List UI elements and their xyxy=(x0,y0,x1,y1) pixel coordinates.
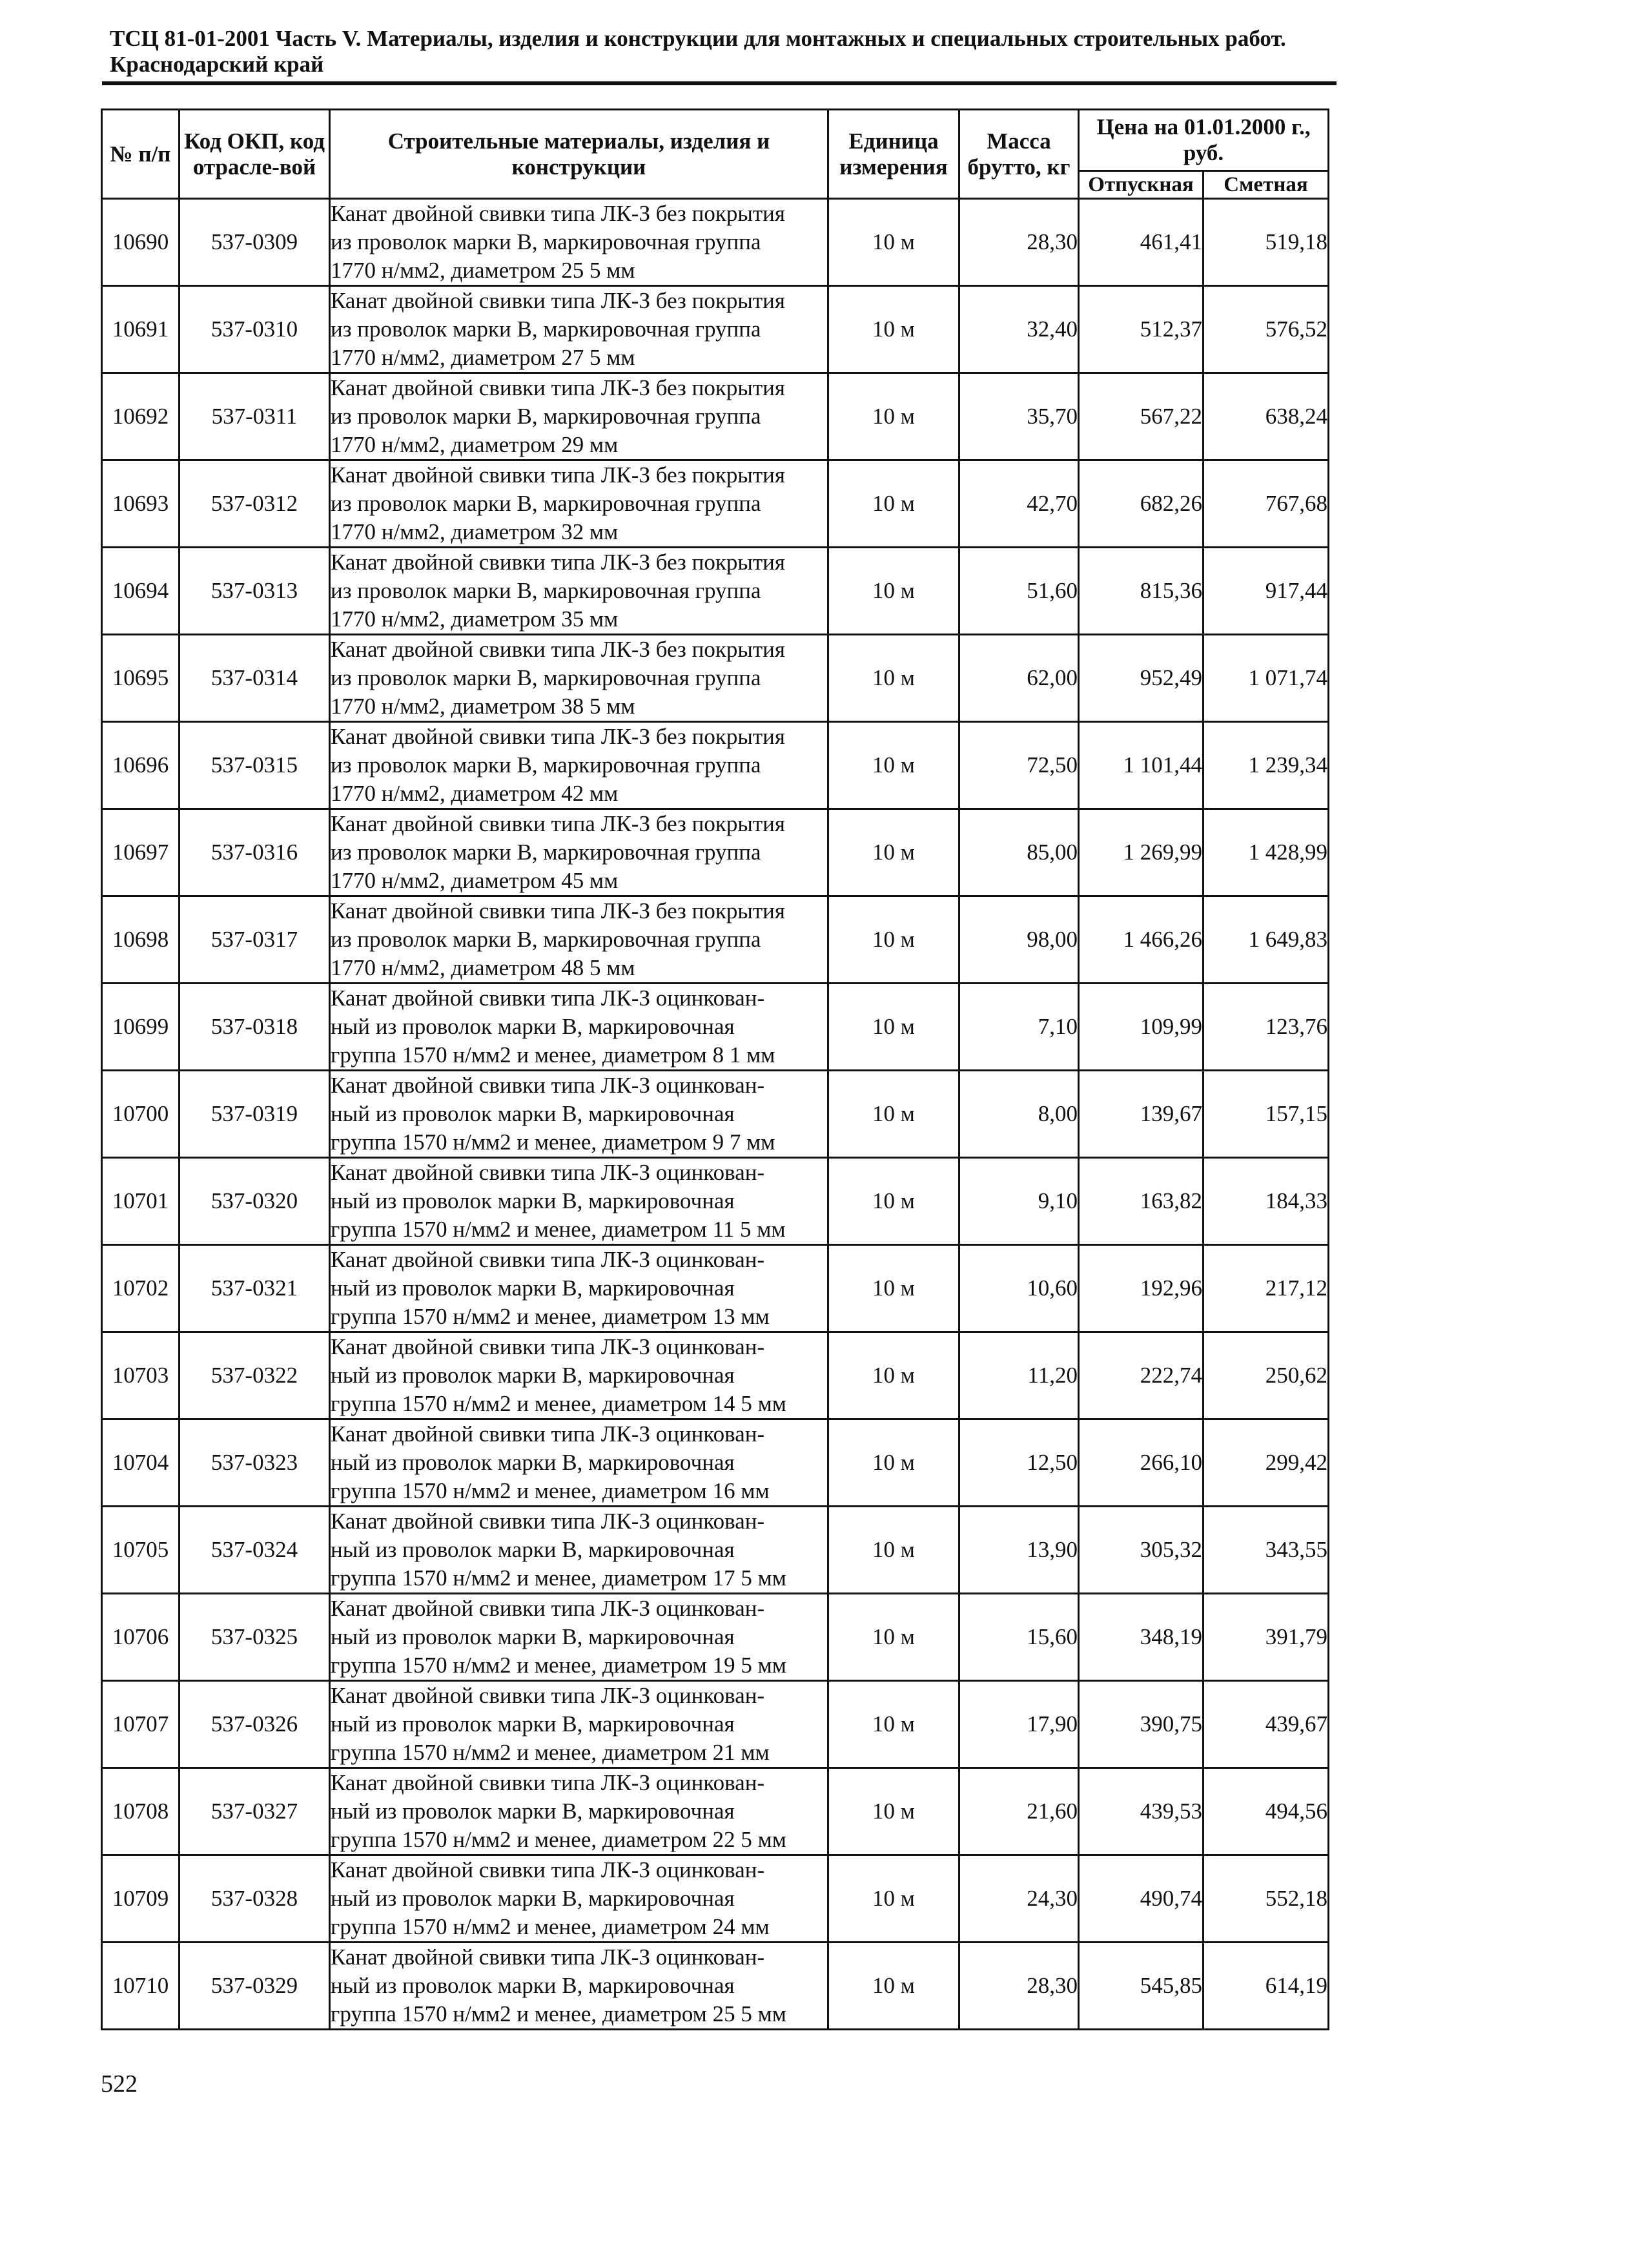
cell-unit: 10 м xyxy=(828,1419,959,1507)
cell-price-release: 348,19 xyxy=(1079,1594,1203,1681)
description-line: ный из проволок марки В, маркировочная xyxy=(331,1188,735,1213)
description-line: Канат двойной свивки типа ЛК-З оцинкован- xyxy=(331,1770,765,1795)
cell-mass: 21,60 xyxy=(959,1768,1079,1855)
cell-code: 537-0312 xyxy=(179,460,330,548)
table-row xyxy=(102,1245,1329,1332)
cell-code: 537-0328 xyxy=(179,1855,330,1943)
description-line: из проволок марки В, маркировочная группа xyxy=(331,316,761,342)
column-header-num: № п/п xyxy=(102,110,179,199)
description-line: Канат двойной свивки типа ЛК-З без покрытия xyxy=(331,288,785,313)
cell-unit: 10 м xyxy=(828,1681,959,1768)
table-row xyxy=(102,548,1329,635)
cell-description xyxy=(330,548,828,635)
cell-unit: 10 м xyxy=(828,286,959,373)
cell-price-release: 567,22 xyxy=(1079,373,1203,460)
cell-mass: 15,60 xyxy=(959,1594,1079,1681)
cell-description xyxy=(330,984,828,1071)
cell-mass: 13,90 xyxy=(959,1507,1079,1594)
cell-description xyxy=(330,1681,828,1768)
cell-price-release: 952,49 xyxy=(1079,635,1203,722)
description-line: группа 1570 н/мм2 и менее, диаметром 22 5 мм xyxy=(331,1827,786,1852)
cell-price-estimate: 343,55 xyxy=(1203,1507,1329,1594)
cell-mass: 72,50 xyxy=(959,722,1079,809)
cell-price-estimate: 299,42 xyxy=(1203,1419,1329,1507)
description-line: группа 1570 н/мм2 и менее, диаметром 9 7 мм xyxy=(331,1129,775,1155)
description-line: из проволок марки В, маркировочная группа xyxy=(331,578,761,603)
cell-price-release: 512,37 xyxy=(1079,286,1203,373)
cell-price-estimate: 184,33 xyxy=(1203,1158,1329,1245)
cell-unit: 10 м xyxy=(828,460,959,548)
cell-price-estimate: 439,67 xyxy=(1203,1681,1329,1768)
cell-num: 10695 xyxy=(102,635,179,722)
cell-description xyxy=(330,1245,828,1332)
cell-price-release: 1 101,44 xyxy=(1079,722,1203,809)
table-header xyxy=(102,110,1329,199)
description-line: Канат двойной свивки типа ЛК-З без покрытия xyxy=(331,811,785,836)
cell-mass: 98,00 xyxy=(959,896,1079,984)
description-line: из проволок марки В, маркировочная группа xyxy=(331,404,761,429)
cell-num: 10696 xyxy=(102,722,179,809)
cell-code: 537-0326 xyxy=(179,1681,330,1768)
description-line: группа 1570 н/мм2 и менее, диаметром 16 мм xyxy=(331,1478,770,1503)
description-line: 1770 н/мм2, диаметром 27 5 мм xyxy=(331,345,635,370)
description-line: ный из проволок марки В, маркировочная xyxy=(331,1101,735,1126)
cell-mass: 51,60 xyxy=(959,548,1079,635)
cell-code: 537-0325 xyxy=(179,1594,330,1681)
column-header-code: Код ОКП, код отрасле-вой xyxy=(179,110,330,199)
cell-mass: 8,00 xyxy=(959,1071,1079,1158)
cell-code: 537-0318 xyxy=(179,984,330,1071)
description-line: Канат двойной свивки типа ЛК-З оцинкован- xyxy=(331,1247,765,1272)
description-line: Канат двойной свивки типа ЛК-З оцинкован- xyxy=(331,1857,765,1882)
description-line: 1770 н/мм2, диаметром 32 мм xyxy=(331,519,619,544)
description-line: ный из проволок марки В, маркировочная xyxy=(331,1973,735,1998)
cell-price-release: 109,99 xyxy=(1079,984,1203,1071)
cell-price-estimate: 519,18 xyxy=(1203,199,1329,286)
cell-unit: 10 м xyxy=(828,1594,959,1681)
cell-unit: 10 м xyxy=(828,1071,959,1158)
table-row xyxy=(102,1158,1329,1245)
cell-code: 537-0324 xyxy=(179,1507,330,1594)
column-header-mass: Масса брутто, кг xyxy=(959,110,1079,199)
cell-num: 10690 xyxy=(102,199,179,286)
cell-num: 10699 xyxy=(102,984,179,1071)
description-line: ный из проволок марки В, маркировочная xyxy=(331,1711,735,1737)
cell-num: 10693 xyxy=(102,460,179,548)
description-line: из проволок марки В, маркировочная группа xyxy=(331,229,761,254)
cell-num: 10694 xyxy=(102,548,179,635)
cell-price-release: 461,41 xyxy=(1079,199,1203,286)
description-line: группа 1570 н/мм2 и менее, диаметром 17 5 мм xyxy=(331,1565,786,1591)
cell-description xyxy=(330,1855,828,1943)
description-line: из проволок марки В, маркировочная группа xyxy=(331,840,761,865)
cell-price-release: 305,32 xyxy=(1079,1507,1203,1594)
cell-description xyxy=(330,809,828,896)
description-line: ный из проволок марки В, маркировочная xyxy=(331,1363,735,1388)
cell-description xyxy=(330,1419,828,1507)
cell-mass: 28,30 xyxy=(959,1943,1079,2030)
cell-mass: 7,10 xyxy=(959,984,1079,1071)
table-row xyxy=(102,1594,1329,1681)
cell-description xyxy=(330,460,828,548)
table-row xyxy=(102,460,1329,548)
column-header-price-estimate: Сметная xyxy=(1203,171,1329,199)
cell-description xyxy=(330,635,828,722)
cell-code: 537-0314 xyxy=(179,635,330,722)
cell-price-release: 222,74 xyxy=(1079,1332,1203,1419)
cell-price-estimate: 494,56 xyxy=(1203,1768,1329,1855)
cell-mass: 24,30 xyxy=(959,1855,1079,1943)
cell-mass: 85,00 xyxy=(959,809,1079,896)
cell-price-release: 545,85 xyxy=(1079,1943,1203,2030)
cell-code: 537-0316 xyxy=(179,809,330,896)
description-line: Канат двойной свивки типа ЛК-З оцинкован- xyxy=(331,1073,765,1098)
cell-num: 10710 xyxy=(102,1943,179,2030)
cell-price-estimate: 217,12 xyxy=(1203,1245,1329,1332)
cell-price-estimate: 391,79 xyxy=(1203,1594,1329,1681)
cell-unit: 10 м xyxy=(828,199,959,286)
cell-num: 10709 xyxy=(102,1855,179,1943)
cell-description xyxy=(330,1071,828,1158)
table-row xyxy=(102,1768,1329,1855)
cell-unit: 10 м xyxy=(828,1158,959,1245)
description-line: Канат двойной свивки типа ЛК-З без покрытия xyxy=(331,898,785,923)
cell-num: 10705 xyxy=(102,1507,179,1594)
table-row xyxy=(102,1332,1329,1419)
description-line: 1770 н/мм2, диаметром 38 5 мм xyxy=(331,694,635,719)
description-line: группа 1570 н/мм2 и менее, диаметром 13 мм xyxy=(331,1304,770,1329)
cell-price-estimate: 614,19 xyxy=(1203,1943,1329,2030)
cell-description xyxy=(330,1507,828,1594)
cell-price-release: 815,36 xyxy=(1079,548,1203,635)
column-header-price-release: Отпускная xyxy=(1079,171,1203,199)
cell-unit: 10 м xyxy=(828,1332,959,1419)
description-line: ный из проволок марки В, маркировочная xyxy=(331,1450,735,1475)
description-line: Канат двойной свивки типа ЛК-З оцинкован- xyxy=(331,1334,765,1359)
description-line: Канат двойной свивки типа ЛК-З без покрытия xyxy=(331,375,785,400)
cell-price-estimate: 767,68 xyxy=(1203,460,1329,548)
cell-description xyxy=(330,1594,828,1681)
cell-num: 10706 xyxy=(102,1594,179,1681)
description-line: группа 1570 н/мм2 и менее, диаметром 19 5 мм xyxy=(331,1653,786,1678)
description-line: группа 1570 н/мм2 и менее, диаметром 24 мм xyxy=(331,1914,770,1939)
description-line: группа 1570 н/мм2 и менее, диаметром 21 мм xyxy=(331,1740,770,1765)
cell-mass: 11,20 xyxy=(959,1332,1079,1419)
description-line: 1770 н/мм2, диаметром 25 5 мм xyxy=(331,258,635,283)
table-row xyxy=(102,722,1329,809)
table-row xyxy=(102,984,1329,1071)
cell-description xyxy=(330,373,828,460)
cell-price-release: 1 269,99 xyxy=(1079,809,1203,896)
description-line: Канат двойной свивки типа ЛК-З оцинкован- xyxy=(331,1596,765,1621)
description-line: из проволок марки В, маркировочная группа xyxy=(331,752,761,778)
description-line: ный из проволок марки В, маркировочная xyxy=(331,1624,735,1649)
cell-mass: 35,70 xyxy=(959,373,1079,460)
cell-code: 537-0329 xyxy=(179,1943,330,2030)
description-line: группа 1570 н/мм2 и менее, диаметром 8 1 мм xyxy=(331,1042,775,1067)
table-row xyxy=(102,635,1329,722)
cell-price-release: 192,96 xyxy=(1079,1245,1203,1332)
table-body xyxy=(102,199,1329,2030)
cell-price-estimate: 552,18 xyxy=(1203,1855,1329,1943)
cell-num: 10702 xyxy=(102,1245,179,1332)
description-line: ный из проволок марки В, маркировочная xyxy=(331,1537,735,1562)
cell-price-estimate: 1 239,34 xyxy=(1203,722,1329,809)
cell-description xyxy=(330,1158,828,1245)
cell-unit: 10 м xyxy=(828,722,959,809)
description-line: 1770 н/мм2, диаметром 35 мм xyxy=(331,606,619,632)
table-row xyxy=(102,1681,1329,1768)
description-line: ный из проволок марки В, маркировочная xyxy=(331,1799,735,1824)
cell-unit: 10 м xyxy=(828,1245,959,1332)
table-row xyxy=(102,896,1329,984)
cell-unit: 10 м xyxy=(828,1943,959,2030)
cell-price-estimate: 123,76 xyxy=(1203,984,1329,1071)
description-line: группа 1570 н/мм2 и менее, диаметром 25 5 мм xyxy=(331,2001,786,2026)
cell-price-release: 266,10 xyxy=(1079,1419,1203,1507)
description-line: 1770 н/мм2, диаметром 45 мм xyxy=(331,868,619,893)
cell-num: 10700 xyxy=(102,1071,179,1158)
description-line: из проволок марки В, маркировочная группа xyxy=(331,927,761,952)
cell-num: 10698 xyxy=(102,896,179,984)
description-line: ный из проволок марки В, маркировочная xyxy=(331,1275,735,1301)
table-row xyxy=(102,1507,1329,1594)
cell-mass: 28,30 xyxy=(959,199,1079,286)
table-row xyxy=(102,1855,1329,1943)
cell-mass: 17,90 xyxy=(959,1681,1079,1768)
column-header-price: Цена на 01.01.2000 г., руб. xyxy=(1079,110,1329,171)
cell-num: 10692 xyxy=(102,373,179,460)
cell-price-release: 439,53 xyxy=(1079,1768,1203,1855)
description-line: Канат двойной свивки типа ЛК-З без покрытия xyxy=(331,724,785,749)
cell-code: 537-0317 xyxy=(179,896,330,984)
cell-code: 537-0313 xyxy=(179,548,330,635)
description-line: ный из проволок марки В, маркировочная xyxy=(331,1014,735,1039)
cell-price-release: 490,74 xyxy=(1079,1855,1203,1943)
document-header xyxy=(110,26,1337,77)
description-line: ный из проволок марки В, маркировочная xyxy=(331,1886,735,1911)
cell-num: 10703 xyxy=(102,1332,179,1419)
description-line: Канат двойной свивки типа ЛК-З оцинкован- xyxy=(331,1944,765,1970)
cell-price-release: 390,75 xyxy=(1079,1681,1203,1768)
header-divider xyxy=(102,81,1337,85)
description-line: Канат двойной свивки типа ЛК-З оцинкован- xyxy=(331,1160,765,1185)
cell-num: 10697 xyxy=(102,809,179,896)
cell-price-release: 139,67 xyxy=(1079,1071,1203,1158)
description-line: 1770 н/мм2, диаметром 48 5 мм xyxy=(331,955,635,980)
cell-price-estimate: 157,15 xyxy=(1203,1071,1329,1158)
cell-code: 537-0322 xyxy=(179,1332,330,1419)
cell-price-estimate: 250,62 xyxy=(1203,1332,1329,1419)
cell-price-estimate: 917,44 xyxy=(1203,548,1329,635)
cell-num: 10701 xyxy=(102,1158,179,1245)
cell-unit: 10 м xyxy=(828,984,959,1071)
price-table xyxy=(101,108,1329,2030)
cell-code: 537-0321 xyxy=(179,1245,330,1332)
cell-code: 537-0323 xyxy=(179,1419,330,1507)
cell-unit: 10 м xyxy=(828,635,959,722)
cell-description xyxy=(330,1332,828,1419)
cell-price-estimate: 638,24 xyxy=(1203,373,1329,460)
cell-code: 537-0327 xyxy=(179,1768,330,1855)
cell-unit: 10 м xyxy=(828,809,959,896)
cell-code: 537-0309 xyxy=(179,199,330,286)
cell-mass: 10,60 xyxy=(959,1245,1079,1332)
description-line: Канат двойной свивки типа ЛК-З без покрытия xyxy=(331,462,785,488)
cell-mass: 62,00 xyxy=(959,635,1079,722)
cell-price-release: 682,26 xyxy=(1079,460,1203,548)
column-header-name: Строительные материалы, изделия и конструкции xyxy=(330,110,828,199)
cell-num: 10691 xyxy=(102,286,179,373)
table-row xyxy=(102,199,1329,286)
table-row xyxy=(102,373,1329,460)
cell-unit: 10 м xyxy=(828,1855,959,1943)
table-row xyxy=(102,1419,1329,1507)
page-number: 522 xyxy=(101,2070,138,2098)
cell-description xyxy=(330,1768,828,1855)
cell-mass: 42,70 xyxy=(959,460,1079,548)
cell-description xyxy=(330,286,828,373)
cell-mass: 9,10 xyxy=(959,1158,1079,1245)
description-line: Канат двойной свивки типа ЛК-З без покрытия xyxy=(331,550,785,575)
cell-description xyxy=(330,1943,828,2030)
description-line: 1770 н/мм2, диаметром 29 мм xyxy=(331,432,619,457)
description-line: из проволок марки В, маркировочная группа xyxy=(331,665,761,690)
description-line: Канат двойной свивки типа ЛК-З оцинкован- xyxy=(331,1509,765,1534)
description-line: группа 1570 н/мм2 и менее, диаметром 14 5 мм xyxy=(331,1391,786,1416)
description-line: Канат двойной свивки типа ЛК-З оцинкован- xyxy=(331,1683,765,1708)
table-row xyxy=(102,1943,1329,2030)
cell-mass: 12,50 xyxy=(959,1419,1079,1507)
cell-price-release: 1 466,26 xyxy=(1079,896,1203,984)
cell-price-estimate: 576,52 xyxy=(1203,286,1329,373)
cell-unit: 10 м xyxy=(828,1507,959,1594)
description-line: группа 1570 н/мм2 и менее, диаметром 11 5 мм xyxy=(331,1217,786,1242)
cell-code: 537-0311 xyxy=(179,373,330,460)
cell-description xyxy=(330,199,828,286)
description-line: Канат двойной свивки типа ЛК-З без покрытия xyxy=(331,637,785,662)
cell-price-release: 163,82 xyxy=(1079,1158,1203,1245)
cell-price-estimate: 1 428,99 xyxy=(1203,809,1329,896)
cell-code: 537-0310 xyxy=(179,286,330,373)
cell-mass: 32,40 xyxy=(959,286,1079,373)
cell-code: 537-0320 xyxy=(179,1158,330,1245)
description-line: 1770 н/мм2, диаметром 42 мм xyxy=(331,781,619,806)
cell-unit: 10 м xyxy=(828,373,959,460)
cell-price-estimate: 1 071,74 xyxy=(1203,635,1329,722)
document-title: ТСЦ 81-01-2001 Часть V. Материалы, изделия и конструкции для монтажных и специальных строительных работ. xyxy=(110,26,1286,51)
description-line: из проволок марки В, маркировочная группа xyxy=(331,491,761,516)
cell-description xyxy=(330,722,828,809)
table-row xyxy=(102,286,1329,373)
cell-num: 10708 xyxy=(102,1768,179,1855)
cell-num: 10704 xyxy=(102,1419,179,1507)
description-line: Канат двойной свивки типа ЛК-З оцинкован- xyxy=(331,985,765,1011)
cell-description xyxy=(330,896,828,984)
cell-code: 537-0319 xyxy=(179,1071,330,1158)
cell-code: 537-0315 xyxy=(179,722,330,809)
table-row xyxy=(102,809,1329,896)
cell-unit: 10 м xyxy=(828,1768,959,1855)
document-region: Краснодарский край xyxy=(110,52,324,77)
cell-price-estimate: 1 649,83 xyxy=(1203,896,1329,984)
description-line: Канат двойной свивки типа ЛК-З без покрытия xyxy=(331,201,785,226)
cell-unit: 10 м xyxy=(828,896,959,984)
description-line: Канат двойной свивки типа ЛК-З оцинкован- xyxy=(331,1421,765,1447)
column-header-unit: Единица измерения xyxy=(828,110,959,199)
cell-unit: 10 м xyxy=(828,548,959,635)
cell-num: 10707 xyxy=(102,1681,179,1768)
table-row xyxy=(102,1071,1329,1158)
